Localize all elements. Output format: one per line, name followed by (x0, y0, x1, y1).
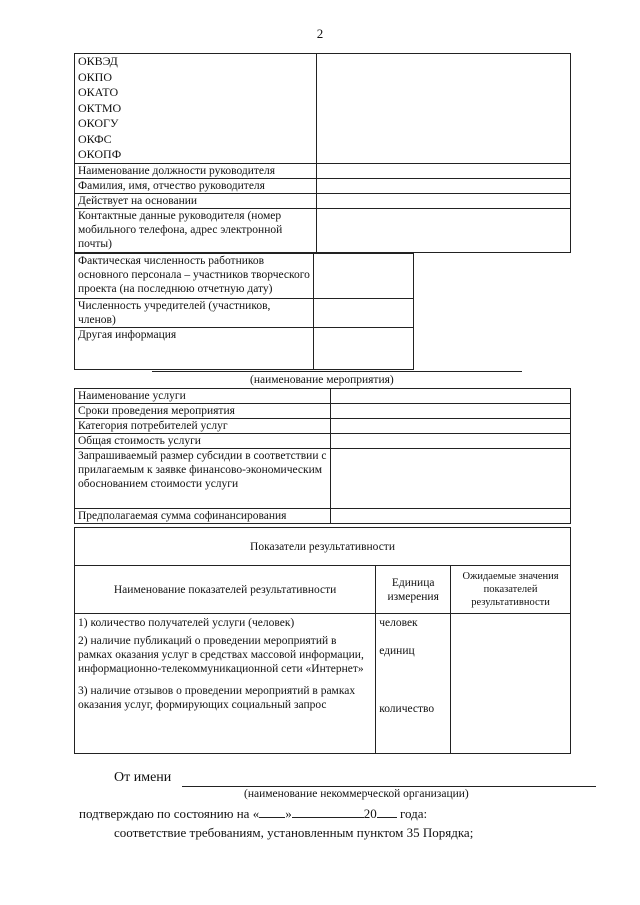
service-name-value[interactable] (330, 389, 570, 404)
org-name-caption: (наименование некоммерческой организации) (244, 788, 469, 800)
org-name-line[interactable] (182, 786, 596, 787)
on-behalf-label: От имени (114, 770, 172, 785)
founders-count-label: Численность учредителей (участников, членов) (75, 299, 314, 328)
total-cost-label: Общая стоимость услуги (75, 434, 331, 449)
head-position-label: Наименование должности руководителя (75, 163, 317, 178)
event-dates-label: Сроки проведения мероприятия (75, 404, 331, 419)
indicator-row-1-unit: человек (379, 617, 418, 629)
col-indicator-name: Наименование показателей результативности (75, 566, 376, 614)
event-name-caption: (наименование мероприятия) (250, 374, 394, 386)
cofinancing-label: Предполагаемая сумма софинансирования (75, 509, 331, 524)
subsidy-amount-label: Запрашиваемый размер субсидии в соответствии с прилагаемым к заявке финансово-экономическим обоснованием стоимости услуги (75, 449, 331, 509)
consumer-category-value[interactable] (330, 419, 570, 434)
confirm-suffix: года: (399, 806, 428, 821)
indicator-row-3-unit: количество (379, 703, 435, 715)
code-oktmo: ОКТМО (78, 100, 122, 115)
head-contacts-label: Контактные данные руководителя (номер мобильного телефона, адрес электронной почты) (75, 208, 317, 252)
code-okato: ОКАТО (78, 85, 119, 99)
expected-values-cell[interactable] (451, 614, 571, 754)
col-expected: Ожидаемые значения показателей результативности (451, 566, 571, 614)
confirm-month-field[interactable] (292, 806, 364, 818)
indicator-row-2-name: 2) наличие публикаций о проведении мероприятий в рамках оказания услуг в средствах массовой информации, информационно-телекоммуникационной сети «Интернет» (78, 635, 364, 675)
subsidy-amount-value[interactable] (330, 449, 570, 509)
code-okved: ОКВЭД (78, 54, 118, 68)
staff-table (74, 253, 414, 370)
head-name-value[interactable] (316, 178, 570, 193)
confirm-line (79, 806, 427, 822)
indicator-row-2-unit: единиц (379, 645, 415, 657)
head-basis-value[interactable] (316, 193, 570, 208)
code-okogu: ОКОГУ (78, 116, 119, 130)
event-name-line[interactable] (152, 371, 522, 372)
head-basis-label: Действует на основании (75, 193, 317, 208)
codes-cell (75, 54, 317, 164)
code-okopf: ОКОПФ (78, 147, 122, 161)
col-unit: Единица измерения (376, 566, 451, 614)
event-dates-value[interactable] (330, 404, 570, 419)
head-name-label: Фамилия, имя, отчество руководителя (75, 178, 317, 193)
indicators-title: Показатели результативности (75, 528, 571, 566)
service-name-label: Наименование услуги (75, 389, 331, 404)
confirm-mid: » (285, 806, 292, 821)
staff-count-label: Фактическая численность работников основного персонала – участников творческого проекта (на последнюю отчетную дату) (75, 254, 314, 299)
confirm-day-field[interactable] (259, 806, 285, 818)
indicator-row-1-name: 1) количество получателей услуги (человек) (78, 617, 295, 629)
confirm-prefix: подтверждаю по состоянию на « (79, 806, 260, 821)
consumer-category-label: Категория потребителей услуг (75, 419, 331, 434)
other-info-label: Другая информация (75, 328, 314, 370)
service-table (74, 388, 571, 524)
page-number: 2 (316, 26, 324, 41)
head-contacts-value[interactable] (316, 208, 570, 252)
compliance-text: соответствие требованиям, установленным пунктом 35 Порядка; (114, 825, 474, 840)
codes-value-cell[interactable] (316, 54, 570, 164)
staff-count-value[interactable] (314, 254, 414, 299)
indicators-table (74, 527, 571, 754)
other-info-value[interactable] (314, 328, 414, 370)
confirm-year: 20 (363, 806, 377, 821)
code-okfs: ОКФС (78, 131, 112, 146)
head-position-value[interactable] (316, 163, 570, 178)
org-info-table (74, 53, 571, 253)
founders-count-value[interactable] (314, 299, 414, 328)
indicator-row-3-name: 3) наличие отзывов о проведении мероприятий в рамках оказания услуг, формирующих социальный запрос (78, 685, 356, 711)
code-okpo: ОКПО (78, 69, 113, 84)
cofinancing-value[interactable] (330, 509, 570, 524)
total-cost-value[interactable] (330, 434, 570, 449)
confirm-year-field[interactable] (377, 806, 397, 818)
